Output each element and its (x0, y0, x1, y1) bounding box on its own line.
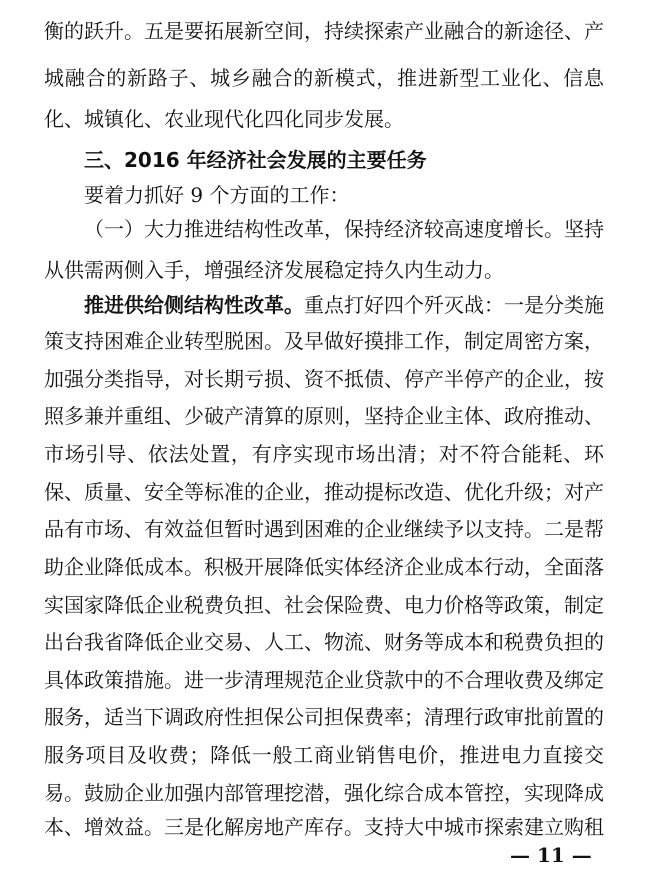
paragraph-line: 要着力抓好 9 个方面的工作： (84, 183, 350, 207)
paragraph-line: 加强分类指导，对长期亏损、资不抵债、停产半停产的企业，按 (44, 367, 604, 391)
paragraph-line: 出台我省降低企业交易、人工、物流、财务等成本和税费负担的 (44, 630, 604, 654)
paragraph-line: 市场引导、依法处置，有序实现市场出清；对不符合能耗、环 (44, 442, 604, 466)
paragraph-line: 品有市场、有效益但暂时遇到困难的企业继续予以支持。二是帮 (44, 517, 604, 541)
paragraph-line: 服务项目及收费；降低一般工商业销售电价，推进电力直接交 (44, 743, 604, 767)
paragraph-line: 城融合的新路子、城乡融合的新模式，推进新型工业化、信息 (44, 66, 604, 90)
page-number: — 11 — (510, 843, 592, 867)
paragraph-line: 实国家降低企业税费负担、社会保险费、电力价格等政策，制定 (44, 593, 604, 617)
paragraph-line: 化、城镇化、农业现代化四化同步发展。 (44, 107, 404, 131)
paragraph-line: 从供需两侧入手，增强经济发展稳定持久内生动力。 (44, 258, 504, 282)
paragraph-line: 本、增效益。三是化解房地产库存。支持大中城市探索建立购租 (44, 815, 604, 839)
paragraph-line: 策支持困难企业转型脱困。及早做好摸排工作，制定周密方案， (44, 329, 604, 353)
paragraph-lead-bold: 推进供给侧结构性改革。 (84, 293, 304, 317)
paragraph-line: 易。鼓励企业加强内部管理挖潜，强化综合成本管控，实现降成 (44, 781, 604, 805)
paragraph-line (84, 288, 604, 322)
paragraph-line: 具体政策措施。进一步清理规范企业贷款中的不合理收费及绑定 (44, 668, 604, 692)
section-heading: 三、2016 年经济社会发展的主要任务 (84, 148, 427, 172)
paragraph-line: 助企业降低成本。积极开展降低实体经济企业成本行动，全面落 (44, 555, 604, 579)
subsection-line: （一）大力推进结构性改革，保持经济较高速度增长。坚持 (84, 217, 604, 241)
paragraph-line: 衡的跃升。五是要拓展新空间，持续探索产业融合的新途径、产 (44, 19, 604, 43)
paragraph-lead-rest: 重点打好四个歼灭战：一是分类施 (304, 293, 604, 317)
paragraph-line: 保、质量、安全等标准的企业，推动提标改造、优化升级；对产 (44, 480, 604, 504)
paragraph-line: 服务，适当下调政府性担保公司担保费率；清理行政审批前置的 (44, 705, 604, 729)
paragraph-line: 照多兼并重组、少破产清算的原则，坚持企业主体、政府推动、 (44, 404, 604, 428)
